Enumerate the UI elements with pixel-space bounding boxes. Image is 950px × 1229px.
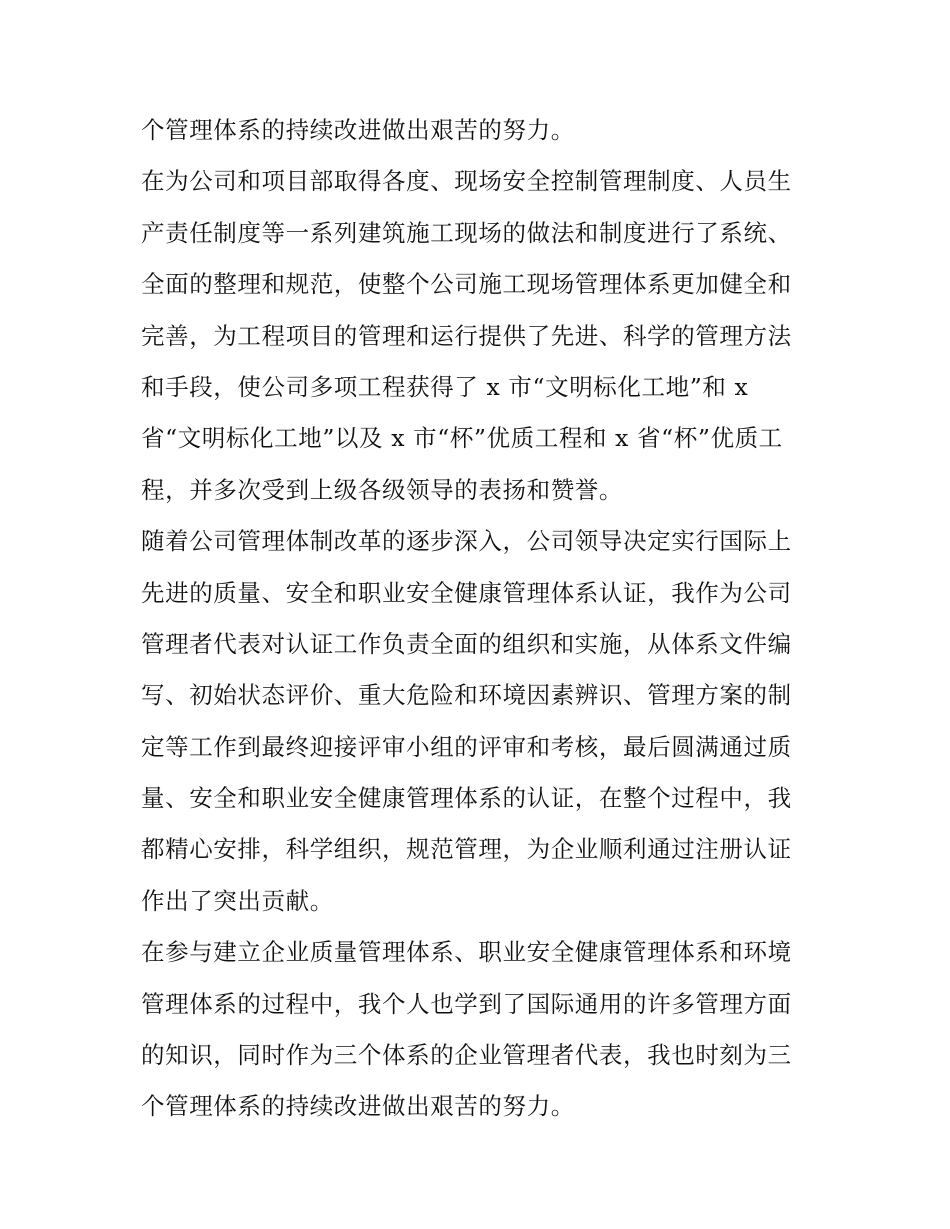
text-line: 和手段，使公司多项工程获得了 x 市“文明标化工地”和 x <box>141 372 749 401</box>
text-line: 在参与建立企业质量管理体系、职业安全健康管理体系和环境 <box>141 938 792 967</box>
text-line: 管理者代表对认证工作负责全面的组织和实施，从体系文件编 <box>141 629 792 658</box>
text-line: 写、初始状态评价、重大危险和环境因素辨识、管理方案的制 <box>141 681 792 710</box>
text-line: 管理体系的过程中，我个人也学到了国际通用的许多管理方面 <box>141 989 792 1018</box>
text-line: 个管理体系的持续改进做出艰苦的努力。 <box>141 116 575 144</box>
text-line: 在为公司和项目部取得各度、现场安全控制管理制度、人员生 <box>141 167 792 196</box>
text-line: 先进的质量、安全和职业安全健康管理体系认证，我作为公司 <box>141 578 792 607</box>
text-line: 定等工作到最终迎接评审小组的评审和考核，最后圆满通过质 <box>141 732 792 761</box>
text-line: 完善，为工程项目的管理和运行提供了先进、科学的管理方法 <box>141 321 792 350</box>
text-line: 个管理体系的持续改进做出艰苦的努力。 <box>141 1092 575 1121</box>
text-line: 都精心安排，科学组织，规范管理，为企业顺利通过注册认证 <box>141 835 792 864</box>
text-line: 的知识，同时作为三个体系的企业管理者代表，我也时刻为三 <box>141 1041 792 1070</box>
document-body <box>141 105 841 1133</box>
text-line: 程，并多次受到上级各级领导的表扬和赞誉。 <box>141 475 623 504</box>
text-line: 全面的整理和规范，使整个公司施工现场管理体系更加健全和 <box>141 270 792 299</box>
text-line: 省“文明标化工地”以及 x 市“杯”优质工程和 x 省“杯”优质工 <box>141 424 783 453</box>
text-line: 量、安全和职业安全健康管理体系的认证，在整个过程中，我 <box>141 784 792 813</box>
text-line: 产责任制度等一系列建筑施工现场的做法和制度进行了系统、 <box>141 218 792 247</box>
text-line: 随着公司管理体制改革的逐步深入，公司领导决定实行国际上 <box>141 527 792 556</box>
text-line: 作出了突出贡献。 <box>141 886 334 915</box>
